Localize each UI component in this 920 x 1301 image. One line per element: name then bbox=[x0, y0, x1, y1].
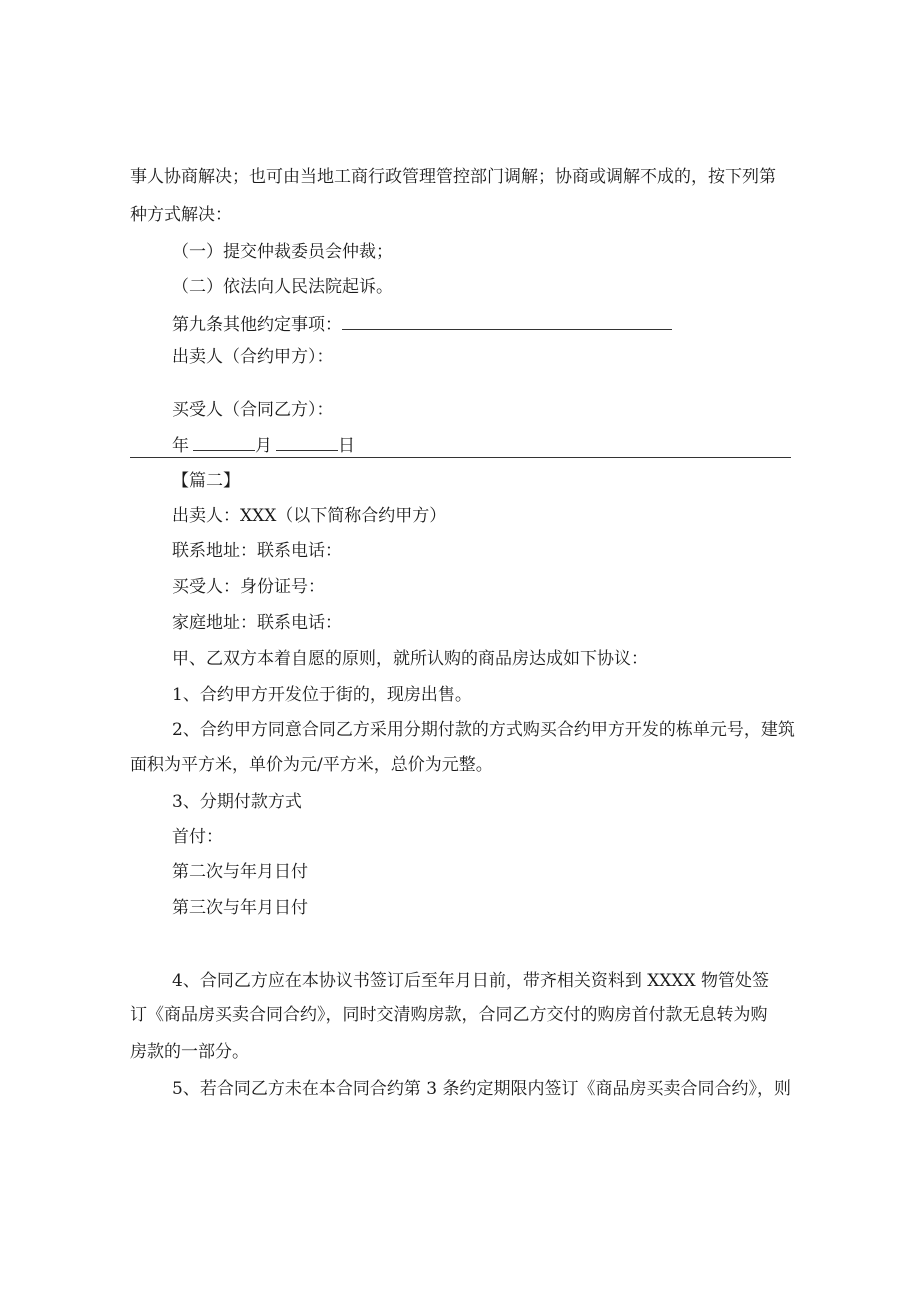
item4-line1: 4、合同乙方应在本协议书签订后至年月日前，带齐相关资料到 XXXX 物管处签 bbox=[172, 971, 770, 991]
dispute-paragraph-line1: 事人协商解决；也可由当地工商行政管理管控部门调解；协商或调解不成的，按下列第 bbox=[130, 167, 776, 187]
section2-heading: 【篇二】 bbox=[172, 471, 240, 491]
section2-seller: 出卖人：XXX（以下简称合约甲方） bbox=[172, 506, 447, 526]
article9-row bbox=[172, 311, 672, 335]
item5-line1: 5、若合同乙方未在本合同合约第 3 条约定期限内签订《商品房买卖合同合约》，则 bbox=[172, 1079, 791, 1099]
section-divider bbox=[130, 457, 791, 458]
item3: 3、分期付款方式 bbox=[172, 792, 302, 812]
payment-first: 首付： bbox=[172, 827, 223, 847]
payment-second: 第二次与年月日付 bbox=[172, 862, 308, 882]
payment-third: 第三次与年月日付 bbox=[172, 898, 308, 918]
dispute-option-arbitration: （一）提交仲裁委员会仲裁； bbox=[172, 242, 393, 262]
date-month-label: 月 bbox=[255, 436, 272, 456]
article9-blank bbox=[342, 311, 672, 330]
article9-label: 第九条其他约定事项： bbox=[172, 315, 342, 335]
date-year-label: 年 bbox=[172, 436, 189, 456]
dispute-option-lawsuit: （二）依法向人民法院起诉。 bbox=[172, 277, 393, 297]
date-day-blank bbox=[276, 432, 338, 451]
item4-line2: 订《商品房买卖合同合约》，同时交清购房款，合同乙方交付的购房首付款无息转为购 bbox=[130, 1005, 768, 1025]
section2-seller-contact: 联系地址：联系电话： bbox=[172, 541, 342, 561]
dispute-paragraph-line2: 种方式解决： bbox=[130, 205, 232, 225]
item4-line3: 房款的一部分。 bbox=[130, 1042, 249, 1062]
item2-line1: 2、合约甲方同意合同乙方采用分期付款的方式购买合约甲方开发的栋单元号，建筑 bbox=[172, 720, 795, 740]
item2-line2: 面积为平方米，单价为元/平方米，总价为元整。 bbox=[130, 755, 493, 775]
item1: 1、合约甲方开发位于街的，现房出售。 bbox=[172, 685, 472, 705]
date-day-label: 日 bbox=[338, 436, 355, 456]
section2-intro: 甲、乙双方本着自愿的原则，就所认购的商品房达成如下协议： bbox=[172, 649, 648, 669]
section2-buyer: 买受人：身份证号： bbox=[172, 577, 325, 597]
signature-date-row bbox=[172, 432, 355, 456]
section2-buyer-contact: 家庭地址：联系电话： bbox=[172, 613, 342, 633]
buyer-signature-label: 买受人（合同乙方）： bbox=[172, 400, 334, 420]
seller-signature-label: 出卖人（合约甲方）： bbox=[172, 347, 334, 367]
date-month-blank bbox=[193, 432, 255, 451]
